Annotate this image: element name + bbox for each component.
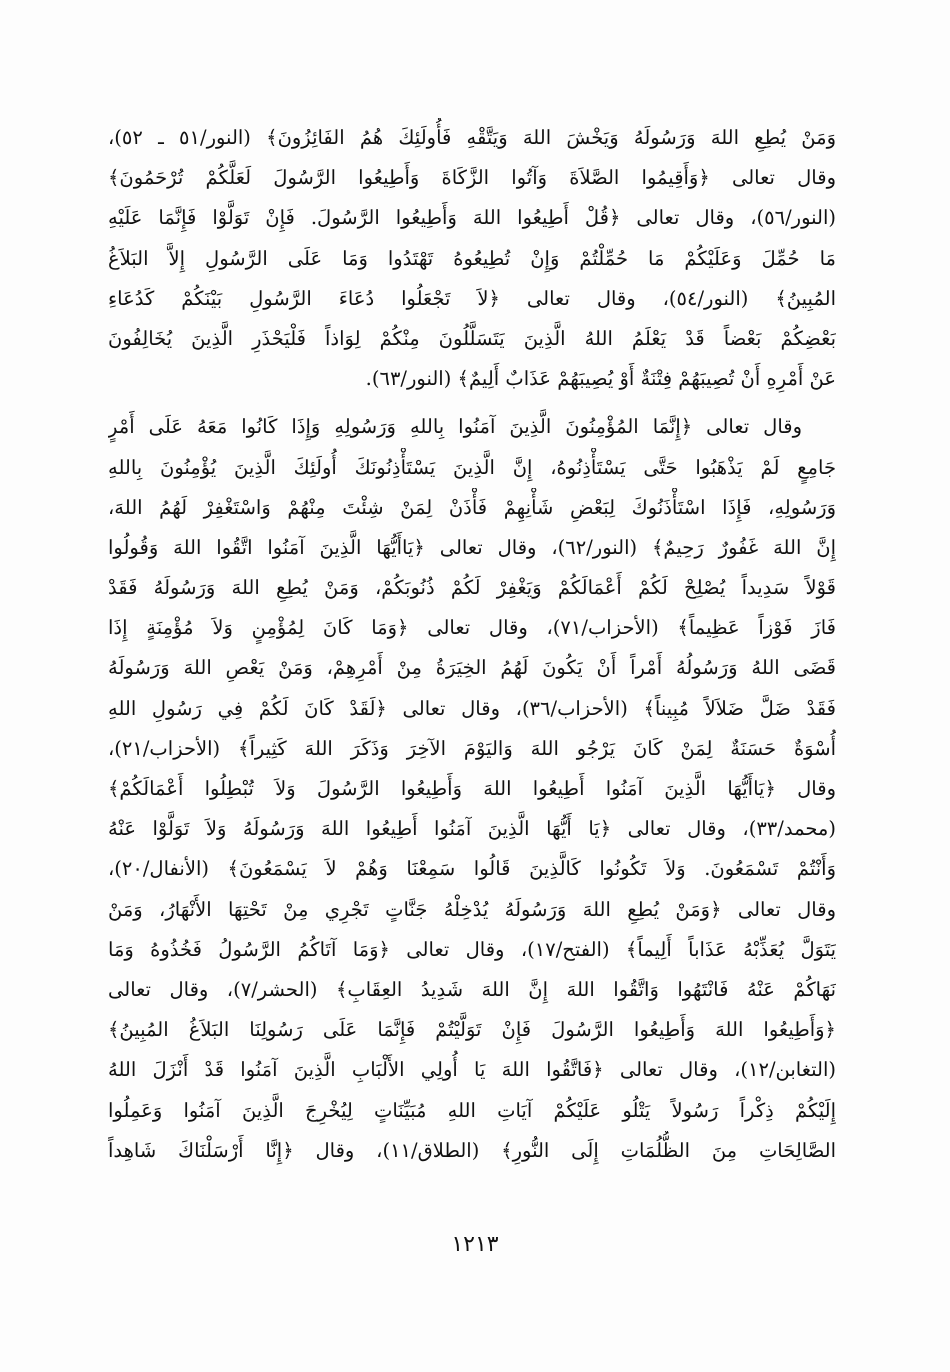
text-line: وقال تعالى ﴿وَأَقِيمُوا الصَّلاَةَ وَآتُوا الزَّكَاةَ وَأَطِيعُوا الرَّسُولَ لَعَلَّكُمْ تُرْحَمُونَ﴾ bbox=[108, 166, 836, 190]
text-line: نَهَاكُمْ عَنْهُ فَانْتَهُوا وَاتَّقُوا اللهَ إِنَّ اللهَ شَدِيدُ العِقَابِ﴾ (الحشر/٧)، وقال تعالى bbox=[108, 977, 836, 1001]
text-line: وقال تعالى ﴿إِنَّمَا المُؤْمِنُونَ الَّذِينَ آمَنُوا بِاللهِ وَرَسُولِهِ وَإِذَا كَانُوا مَعَهُ عَلَى أَمْرٍ bbox=[108, 415, 802, 439]
text-line: عَنْ أَمْرِهِ أَنْ تُصِيبَهُمْ فِتْنَةٌ أَوْ يُصِيبَهُمْ عَذَابٌ أَلِيمٌ﴾ (النور/٦٣). bbox=[365, 367, 836, 391]
text-line: المُبِينُ﴾ (النور/٥٤)، وقال تعالى ﴿لاَ تَجْعَلُوا دُعَاءَ الرَّسُولِ بَيْنَكُمْ كَدُعَاءِ bbox=[108, 286, 836, 310]
paragraph-2 bbox=[108, 407, 836, 1171]
text-line: (النور/٥٦)، وقال تعالى ﴿قُلْ أَطِيعُوا اللهَ وَأَطِيعُوا الرَّسُولَ. فَإِنْ تَوَلَّوْا فَإِنَّمَا عَلَيْهِ bbox=[108, 206, 836, 230]
text-line: بَعْضِكُمْ بَعْضاً قَدْ يَعْلَمُ اللهُ الَّذِينَ يَتَسَلَّلُونَ مِنْكُمْ لِوَاذاً فَلْيَحْذَرِ الَّذِينَ يُخَالِفُونَ bbox=[108, 326, 836, 350]
text-line: (محمد/٣٣)، وقال تعالى ﴿يَا أَيُّهَا الَّذِينَ آمَنُوا أَطِيعُوا اللهَ وَرَسُولَهُ وَلاَ تَوَلَّوْا عَنْهُ bbox=[108, 817, 836, 841]
text-line: وَرَسُولِهِ، فَإِذَا اسْتَأْذَنُوكَ لِبَعْضِ شَأْنِهِمْ فَأْذَنْ لِمَنْ شِئْتَ مِنْهُمْ وَاسْتَغْفِرْ لَهُمُ اللهَ، bbox=[108, 495, 836, 519]
text-line: جَامِعٍ لَمْ يَذْهَبُوا حَتَّى يَسْتَأْذِنُوهُ، إِنَّ الَّذِينَ يَسْتَأْذِنُونَكَ أُولَئِكَ الَّذِينَ يُؤْمِنُونَ بِاللهِ bbox=[108, 455, 836, 479]
text-line: مَا حُمِّلَ وَعَلَيْكُمْ مَا حُمِّلْتُمْ وَإِنْ تُطِيعُوهُ تَهْتَدُوا وَمَا عَلَى الرَّسُولِ إِلاَّ البَلاَغُ bbox=[108, 246, 836, 270]
paragraph-1 bbox=[108, 118, 836, 399]
page-number: ١٢١٣ bbox=[451, 1232, 499, 1257]
text-line: يَتَوَلَّ يُعَذِّبْهُ عَذَاباً أَلِيماً﴾ (الفتح/١٧)، وقال تعالى ﴿وَمَا آتَاكُمُ الرَّسُولُ فَخُذُوهُ وَمَا bbox=[108, 937, 836, 961]
text-line: وقال ﴿يَاأَيُّهَا الَّذِينَ آمَنُوا أَطِيعُوا اللهَ وَأَطِيعُوا الرَّسُولَ وَلاَ تُبْطِلُوا أَعْمَالَكُمْ﴾ bbox=[108, 777, 836, 800]
text-line: (التغابن/١٢)، وقال تعالى ﴿فَاتَّقُوا اللهَ يَا أُولِي الأَلْبَابِ الَّذِينَ آمَنُوا قَدْ أَنْزَلَ اللهُ bbox=[108, 1058, 836, 1082]
text-line: وقال تعالى ﴿وَمَنْ يُطِعِ اللهَ وَرَسُولَهُ يُدْخِلْهُ جَنَّاتٍ تَجْرِي مِنْ تَحْتِهَا الأَنْهَارُ، وَمَنْ bbox=[108, 897, 836, 921]
body-text bbox=[108, 118, 836, 1171]
text-line: وَأَنْتُمْ تَسْمَعُونَ. وَلاَ تَكُونُوا كَالَّذِينَ قَالُوا سَمِعْنَا وَهُمْ لاَ يَسْمَعُونَ﴾ (الأنفال/٢٠)، bbox=[108, 857, 836, 881]
text-line: قَضَى اللهُ وَرَسُولُهُ أَمْراً أَنْ يَكُونَ لَهُمُ الخِيَرَةُ مِنْ أَمْرِهِمْ، وَمَنْ يَعْصِ اللهَ وَرَسُولَهُ bbox=[108, 656, 836, 680]
text-line: إِنَّ اللهَ غَفُورٌ رَحِيمٌ﴾ (النور/٦٢)، وقال تعالى ﴿يَاأَيُّهَا الَّذِينَ آمَنُوا اتَّقُوا اللهَ وَقُولُوا bbox=[108, 535, 836, 559]
text-line: إِلَيْكُمْ ذِكْراً رَسُولاً يَتْلُو عَلَيْكُمْ آيَاتِ اللهِ مُبَيِّنَاتٍ لِيُخْرِجَ الَّذِينَ آمَنُوا وَعَمِلُوا bbox=[108, 1098, 836, 1122]
text-line: قَوْلاً سَدِيداً يُصْلِحْ لَكُمْ أَعْمَالَكُمْ وَيَغْفِرْ لَكُمْ ذُنُوبَكُمْ، وَمَنْ يُطِعِ اللهَ وَرَسُولَهُ فَقَدْ bbox=[108, 576, 836, 600]
text-line: ﴿وَأَطِيعُوا اللهَ وَأَطِيعُوا الرَّسُولَ فَإِنْ تَوَلَّيْتُمْ فَإِنَّمَا عَلَى رَسُولِنَا البَلاَغُ المُبِينُ﴾ bbox=[108, 1018, 836, 1042]
text-line: وَمَنْ يُطِعِ اللهَ وَرَسُولَهُ وَيَخْشَ اللهَ وَيَتَّقْهِ فَأُولَئِكَ هُمُ الفَائِزُونَ﴾ (النور/٥١ ـ ٥٢)، bbox=[108, 126, 836, 149]
paragraph-gap bbox=[108, 399, 836, 407]
text-line: الصَّالِحَاتِ مِنَ الظُّلُمَاتِ إِلَى النُّورِ﴾ (الطلاق/١١)، وقال ﴿إِنَّا أَرْسَلْنَاكَ شَاهِداً bbox=[108, 1138, 836, 1162]
text-line: فَقَدْ ضَلَّ ضَلاَلاً مُبِيناً﴾ (الأحزاب/٣٦)، وقال تعالى ﴿لَقَدْ كَانَ لَكُمْ فِي رَسُولِ اللهِ bbox=[108, 696, 836, 720]
text-line: فَازَ فَوْزاً عَظِيماً﴾ (الأحزاب/٧١)، وقال تعالى ﴿وَمَا كَانَ لِمُؤْمِنٍ وَلاَ مُؤْمِنَةٍ إِذَا bbox=[108, 616, 836, 640]
text-line: أُسْوَةٌ حَسَنَةٌ لِمَنْ كَانَ يَرْجُو اللهَ وَاليَوْمَ الآخِرَ وَذَكَرَ اللهَ كَثِيراً﴾ (الأحزاب/٢١)، bbox=[108, 736, 836, 760]
